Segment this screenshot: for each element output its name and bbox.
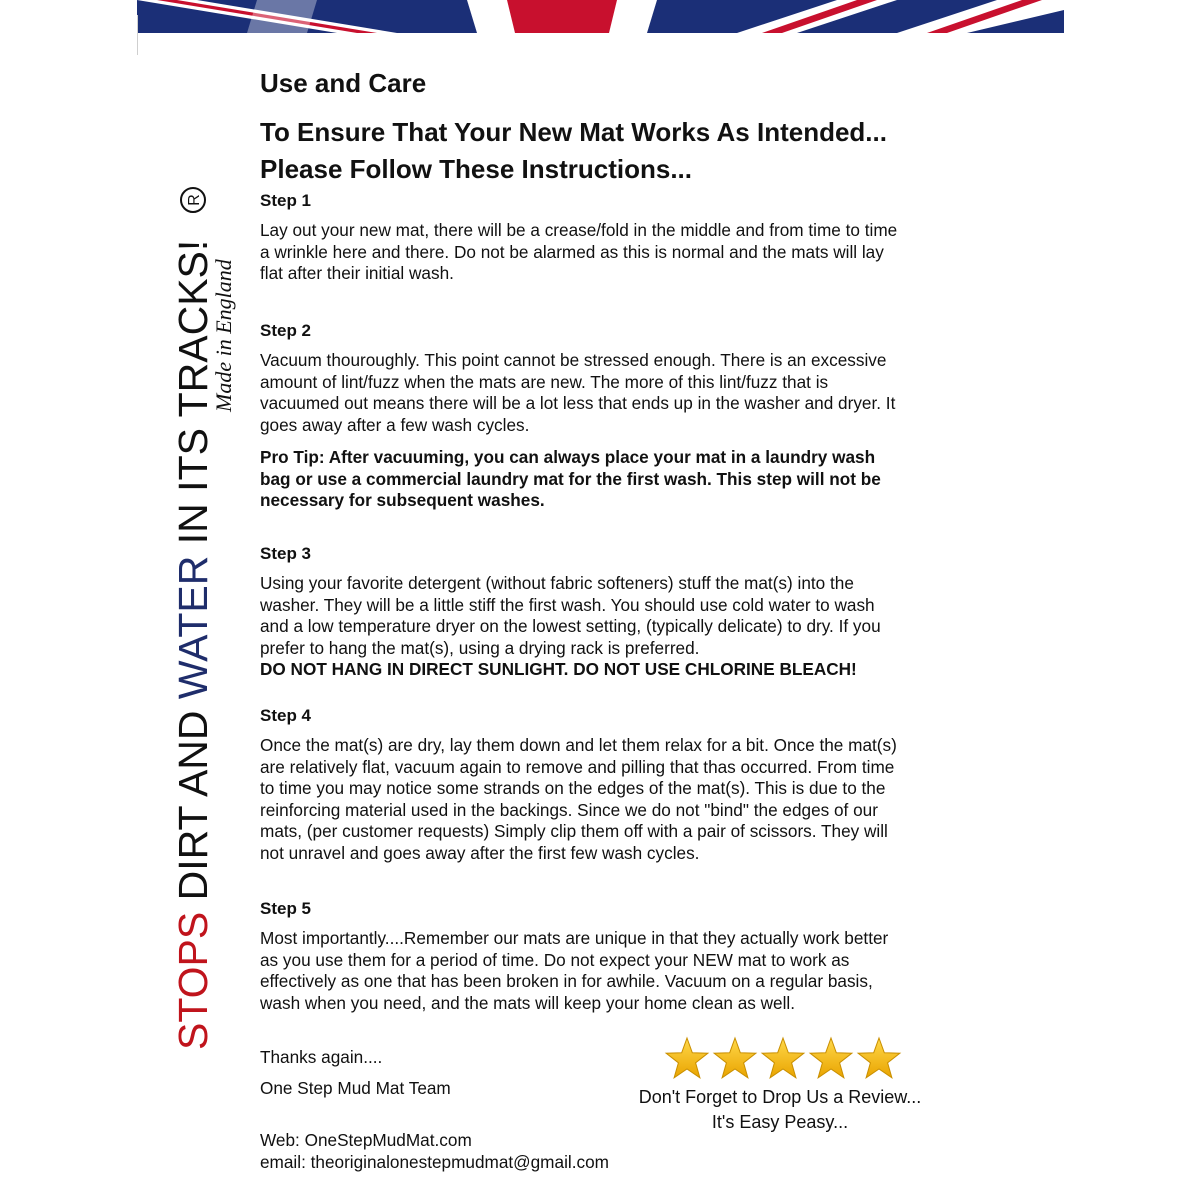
subtitle-line-2: Please Follow These Instructions... [260,154,692,184]
slogan-in-its-tracks: IN ITS TRACKS! [170,239,216,556]
pro-tip [260,447,881,512]
text-line: effectively as one that has been broken in for awhile. Vacuum on a regular basis, [260,971,873,992]
instructions-content [260,66,950,1013]
text-line: Lay out your new mat, there will be a crease/fold in the middle and from time to time [260,220,898,240]
review-prompt [600,1085,960,1135]
union-flag-image [137,0,1064,33]
star-icon [858,1038,900,1078]
text-line: mats, (per customer requests) Simply clip them off with a pair of scissors. They will [260,821,888,842]
text-line: wash when you need, and the mats will keep your home clean as well. [260,992,796,1013]
slogan-stops: STOPS [170,911,216,1050]
step-5-title: Step 5 [260,899,312,918]
step-3-text [260,573,881,681]
step-2-text [260,350,895,436]
page-title: Use and Care [260,68,427,98]
slogan-water: WATER [170,555,216,700]
slogan-dirt-and: DIRT AND [170,699,216,912]
step-3-title: Step 3 [260,544,312,563]
text-line: reinforcing material used in the backings. Since we do not "bind" the edges of our [260,799,878,820]
step-3-warning: DO NOT HANG IN DIRECT SUNLIGHT. DO NOT USE CHLORINE BLEACH! [260,659,857,680]
star-icon [762,1038,804,1078]
text-line: not unravel and goes away after the first few wash cycles. [260,842,700,863]
frame-edge [137,15,138,55]
text-line: Vacuum thouroughly. This point cannot be stressed enough. There is an excessive [260,350,887,370]
registered-mark: R [186,194,203,206]
star-icon [714,1038,756,1078]
contact-web[interactable]: Web: OneStepMudMat.com [260,1130,472,1150]
star-icon [666,1038,708,1078]
page-subtitle [260,114,950,188]
contact-email[interactable]: email: theoriginalonestepmudmat@gmail.com [260,1152,609,1172]
text-line: and a low temperature dryer on the lowest setting, (typically delicate) to dry. If you [260,616,881,637]
text-line: bag or use a commercial laundry mat for the first wash. This step will not be [260,468,881,489]
text-line: goes away after a few wash cycles. [260,414,530,435]
registered-mark-circle [181,188,205,212]
five-star-rating [663,1034,903,1084]
star-icon [810,1038,852,1078]
text-line: are relatively flat, vacuum again to remove and pilling that thas occurred. From time [260,756,895,777]
union-flag-banner [137,0,1064,33]
step-1-text [260,220,897,285]
text-line: Once the mat(s) are dry, lay them down and let them relax for a bit. Once the mat(s) [260,735,897,755]
step-5-text [260,928,888,1014]
text-line: a wrinkle here and there. Do not be alarmed as this is normal and the mats will lay [260,241,884,262]
step-1-title: Step 1 [260,191,312,210]
step-2-title: Step 2 [260,321,312,340]
text-line: Pro Tip: After vacuuming, you can always place your mat in a laundry wash [260,447,876,467]
closing-thanks: Thanks again.... [260,1047,383,1067]
text-line: necessary for subsequent washes. [260,490,545,511]
text-line: to time you may notice some strands on the edges of the mat(s). This is due to the [260,778,886,799]
text-line: as you use them for a period of time. Do not expect your NEW mat to work as [260,949,850,970]
text-line: Most importantly....Remember our mats are unique in that they actually work better [260,928,889,948]
text-line: vacuumed out means there will be a lot less that ends up in the washer and dryer. It [260,393,896,414]
step-4-title: Step 4 [260,706,312,725]
text-line: washer. They will be a little stiff the first wash. You should use cold water to wash [260,594,875,615]
slogan-text [170,240,216,1050]
text-line: amount of lint/fuzz when the mats are new. The more of this lint/fuzz that is [260,371,829,392]
review-line-1: Don't Forget to Drop Us a Review... [638,1087,922,1107]
review-line-2: It's Easy Peasy... [711,1112,849,1132]
text-line: Using your favorite detergent (without fabric softeners) stuff the mat(s) into the [260,573,854,593]
text-line: flat after their initial wash. [260,263,454,284]
step-4-text [260,735,897,865]
closing-team: One Step Mud Mat Team [260,1078,451,1098]
text-line: prefer to hang the mat(s), using a drying rack is preferred. [260,637,700,658]
subtitle-line-1: To Ensure That Your New Mat Works As Intended... [260,117,887,147]
made-in-england: Made in England [211,259,236,412]
